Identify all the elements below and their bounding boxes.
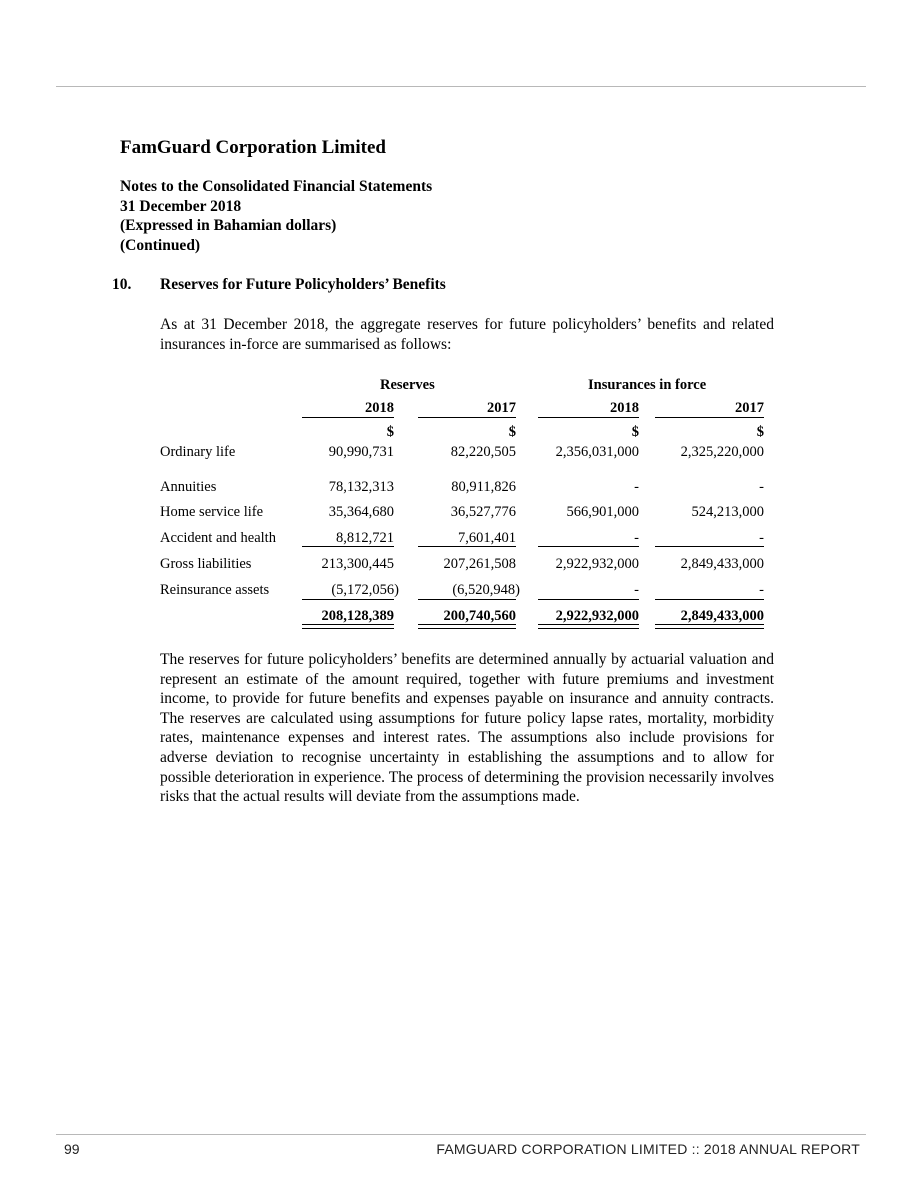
table-cell: 35,364,680 bbox=[328, 504, 394, 520]
subtotal-rule bbox=[418, 599, 516, 600]
table-cell: (6,520,948) bbox=[452, 582, 520, 598]
table-cell: 207,261,508 bbox=[443, 556, 516, 572]
row-label: Annuities bbox=[160, 479, 217, 495]
statement-date: 31 December 2018 bbox=[120, 197, 242, 215]
table-cell: 213,300,445 bbox=[321, 556, 394, 572]
total-cell: 2,849,433,000 bbox=[680, 608, 764, 624]
table-cell: - bbox=[634, 479, 639, 495]
statement-currency: (Expressed in Bahamian dollars) bbox=[120, 217, 337, 234]
table-cell: - bbox=[634, 530, 639, 546]
year-header: 2017 bbox=[487, 400, 516, 416]
header-underline bbox=[655, 417, 764, 418]
table-cell: - bbox=[759, 479, 764, 495]
row-label: Home service life bbox=[160, 504, 264, 520]
table-cell: 7,601,401 bbox=[458, 530, 516, 546]
total-cell: 2,922,932,000 bbox=[555, 608, 639, 624]
report-title: FAMGUARD CORPORATION LIMITED :: 2018 ANNUAL REPORT bbox=[436, 1141, 860, 1157]
table-cell: 2,849,433,000 bbox=[680, 556, 764, 572]
group-header-reserves: Reserves bbox=[380, 377, 435, 393]
bottom-rule bbox=[56, 1134, 866, 1135]
statement-title: Notes to the Consolidated Financial Statements bbox=[120, 178, 433, 195]
row-label: Accident and health bbox=[160, 530, 276, 546]
subtotal-rule bbox=[302, 599, 394, 600]
currency-symbol: $ bbox=[386, 424, 394, 440]
header-underline bbox=[418, 417, 516, 418]
table-cell: 78,132,313 bbox=[328, 479, 394, 495]
table-cell: 524,213,000 bbox=[691, 504, 764, 520]
table-cell: 566,901,000 bbox=[566, 504, 639, 520]
table-cell: 8,812,721 bbox=[336, 530, 394, 546]
total-double-rule bbox=[655, 624, 764, 629]
table-cell: - bbox=[759, 530, 764, 546]
group-header-insurances: Insurances in force bbox=[588, 377, 707, 393]
currency-symbol: $ bbox=[756, 424, 764, 440]
subtotal-rule bbox=[655, 599, 764, 600]
total-cell: 208,128,389 bbox=[321, 608, 394, 624]
company-name: FamGuard Corporation Limited bbox=[120, 137, 386, 158]
table-cell: 2,922,932,000 bbox=[555, 556, 639, 572]
year-header: 2017 bbox=[735, 400, 764, 416]
header-underline bbox=[302, 417, 394, 418]
subtotal-rule bbox=[538, 546, 639, 547]
table-cell: 2,356,031,000 bbox=[555, 444, 639, 460]
total-cell: 200,740,560 bbox=[443, 608, 516, 624]
table-cell: 2,325,220,000 bbox=[680, 444, 764, 460]
currency-symbol: $ bbox=[631, 424, 639, 440]
section-title: Reserves for Future Policyholders’ Benefits bbox=[160, 276, 446, 293]
year-header: 2018 bbox=[610, 400, 639, 416]
currency-symbol: $ bbox=[508, 424, 516, 440]
subtotal-rule bbox=[538, 599, 639, 600]
subtotal-rule bbox=[418, 546, 516, 547]
table-cell: - bbox=[759, 582, 764, 598]
year-header: 2018 bbox=[365, 400, 394, 416]
total-double-rule bbox=[418, 624, 516, 629]
table-cell: 82,220,505 bbox=[450, 444, 516, 460]
page-number: 99 bbox=[64, 1141, 80, 1157]
table-cell: 36,527,776 bbox=[450, 504, 516, 520]
row-label: Ordinary life bbox=[160, 444, 236, 460]
subtotal-rule bbox=[302, 546, 394, 547]
section-number: 10. bbox=[112, 276, 132, 293]
total-double-rule bbox=[302, 624, 394, 629]
body-paragraph: The reserves for future policyholders’ benefits are determined annually by actuarial valuation and represent an estimate of the amount required, together with future premiums and investment income, to provide for future benefits and expenses payable on insurance and annuity contracts. The reserves are calculated using assumptions for future policy lapse rates, mortality, morbidity rates, maintenance expenses and interest rates. The assumptions also include provisions for adverse deviation to recognise uncertainty in establishing the assumptions and to allow for possible deterioration in experience. The process of determining the provision necessarily involves risks that the actual results will deviate from the assumptions made. bbox=[160, 651, 774, 806]
table-cell: 90,990,731 bbox=[328, 444, 394, 460]
header-underline bbox=[538, 417, 639, 418]
total-double-rule bbox=[538, 624, 639, 629]
table-cell: 80,911,826 bbox=[451, 479, 516, 495]
intro-paragraph: As at 31 December 2018, the aggregate reserves for future policyholders’ benefits and related insurances in-force are summarised as follows: bbox=[160, 316, 774, 353]
subtotal-rule bbox=[655, 546, 764, 547]
row-label: Gross liabilities bbox=[160, 556, 252, 572]
statement-continued: (Continued) bbox=[120, 236, 201, 254]
table-cell: - bbox=[634, 582, 639, 598]
row-label: Reinsurance assets bbox=[160, 582, 270, 598]
table-cell: (5,172,056) bbox=[331, 582, 399, 598]
